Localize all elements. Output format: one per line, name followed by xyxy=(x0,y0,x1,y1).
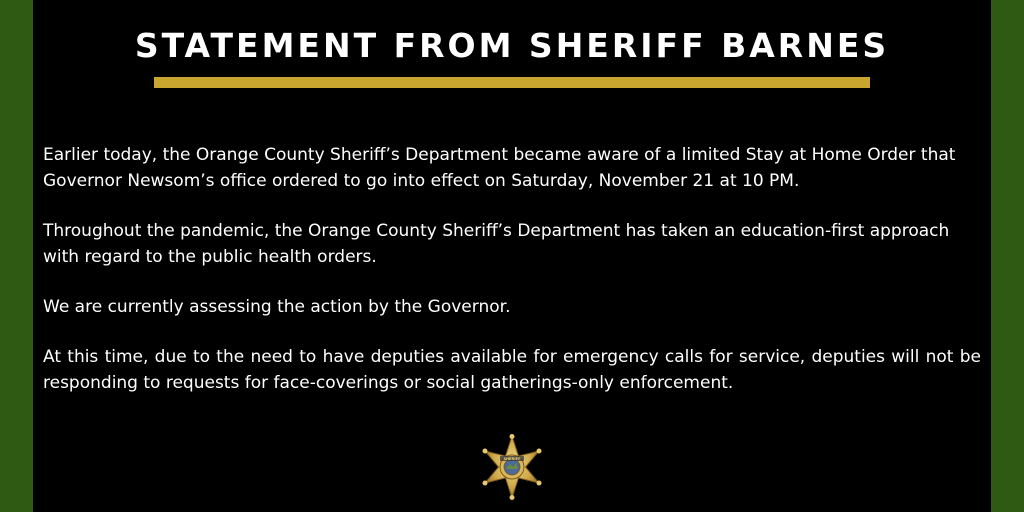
badge-text: SHERIFF xyxy=(503,457,521,462)
right-green-border xyxy=(991,0,1024,512)
gold-divider xyxy=(154,77,870,88)
paragraph-1: Earlier today, the Orange County Sheriff’s Department became aware of a limited Stay at Home Order that Governor Newsom’s office ordered to go into effect on Saturday, November 21 at 10 PM. xyxy=(43,145,956,191)
paragraph-2: Throughout the pandemic, the Orange County Sheriff’s Department has taken an education-first approach with regard to the public health orders. xyxy=(43,221,950,267)
paragraph-3: We are currently assessing the action by the Governor. xyxy=(43,297,511,317)
statement-body xyxy=(43,142,981,420)
paragraph-4: At this time, due to the need to have deputies available for emergency calls for service, deputies will not be responding to requests for face-coverings or social gatherings-only enforcement. xyxy=(43,347,981,393)
sheriff-star-badge-icon xyxy=(478,434,546,500)
statement-panel xyxy=(33,0,991,512)
page-title: STATEMENT FROM SHERIFF BARNES xyxy=(134,26,890,65)
left-green-border xyxy=(0,0,33,512)
